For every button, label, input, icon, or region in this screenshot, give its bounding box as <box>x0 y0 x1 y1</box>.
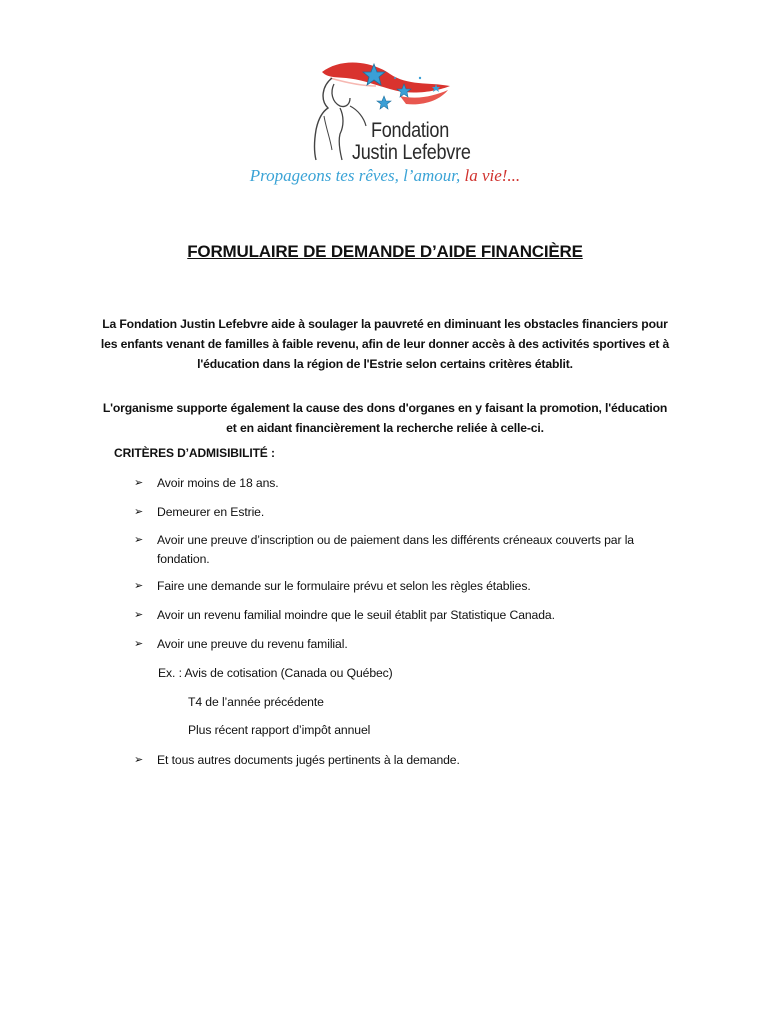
criteria-item-text: Avoir une preuve d’inscription ou de paiement dans les différents créneaux couverts par la fondation. <box>157 533 634 566</box>
logo-text-fondation: Fondation <box>371 119 450 142</box>
criteria-item-text: Avoir une preuve du revenu familial. <box>157 637 348 651</box>
foundation-logo <box>300 56 480 166</box>
example-line: Ex. : Avis de cotisation (Canada ou Québec) <box>158 666 393 680</box>
tagline-red-text: la vie!... <box>464 166 521 185</box>
example-line: Plus récent rapport d’impôt annuel <box>188 723 371 737</box>
tagline-blue-text: Propageons tes rêves, l’amour, <box>249 166 465 185</box>
arrow-bullet-icon: ➢ <box>134 506 144 518</box>
criteria-item-text: Faire une demande sur le formulaire prévu et selon les règles établies. <box>157 579 531 593</box>
arrow-bullet-icon: ➢ <box>134 580 144 592</box>
intro-paragraph-2: L'organisme supporte également la cause des dons d'organes en y faisant la promotion, l'éducation et en aidant financièrement la recherche reliée à celle-ci. <box>102 401 668 435</box>
arrow-bullet-icon: ➢ <box>134 754 144 766</box>
criteria-item-text: Et tous autres documents jugés pertinents à la demande. <box>157 753 460 767</box>
arrow-bullet-icon: ➢ <box>134 609 144 621</box>
logo-text-name: Justin Lefebvre <box>352 141 471 164</box>
arrow-bullet-icon: ➢ <box>134 477 144 489</box>
example-line: T4 de l’année précédente <box>188 695 324 709</box>
page-title: FORMULAIRE DE DEMANDE D’AIDE FINANCIÈRE <box>187 242 583 261</box>
criteria-item-text: Avoir moins de 18 ans. <box>157 476 279 490</box>
tagline <box>0 166 770 186</box>
arrow-bullet-icon: ➢ <box>134 638 144 650</box>
intro-paragraph-1: La Fondation Justin Lefebvre aide à soulager la pauvreté en diminuant les obstacles financiers pour les enfants venant de familles à faible revenu, afin de leur donner accès à des activités sportives et à l'éducation dans la région de l'Estrie selon certains critères établit. <box>100 317 670 371</box>
criteria-heading: CRITÈRES D’ADMISIBILITÉ : <box>114 446 275 460</box>
criteria-item-text: Avoir un revenu familial moindre que le seuil établit par Statistique Canada. <box>157 608 555 622</box>
arrow-bullet-icon: ➢ <box>134 534 144 546</box>
criteria-item-text: Demeurer en Estrie. <box>157 505 265 519</box>
